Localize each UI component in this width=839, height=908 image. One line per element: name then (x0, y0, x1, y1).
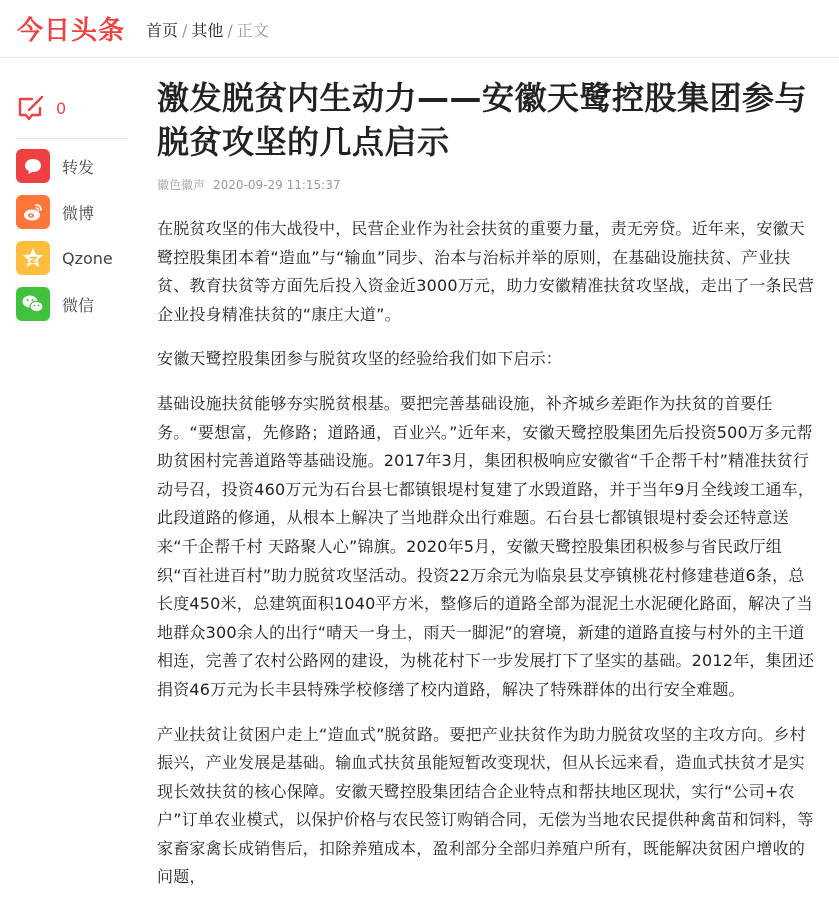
article-paragraph: 产业扶贫让贫困户走上“造血式”脱贫路。要把产业扶贫作为助力脱贫攻坚的主攻方向。乡村振兴，产业发展是基础。输血式扶贫虽能短暂改变现状，但从长远来看，造血式扶贫才是实现长效扶贫的核心保障。安徽天鹭控股集团结合企业特点和帮扶地区现状，实行“公司+农户”订单农业模式，以保护价格与农民签订购销合同，无偿为当地农民提供种禽苗和饲料，等家畜家禽长成销售后，扣除养殖成本，盈利部分全部归养殖户所有，既能解决贫困户增收的问题， (157, 724, 814, 887)
weibo-icon (16, 195, 50, 229)
article-content (157, 215, 819, 892)
wechat-icon (16, 287, 50, 321)
comment-edit-icon (16, 93, 46, 123)
share-qzone[interactable] (16, 241, 128, 275)
breadcrumb-separator: / (227, 21, 233, 40)
share-sidebar (16, 88, 128, 333)
share-weibo[interactable] (16, 195, 128, 229)
article (157, 76, 819, 908)
article-meta (157, 176, 819, 193)
top-bar (0, 0, 839, 58)
article-title: 激发脱贫内生动力——安徽天鹭控股集团参与脱贫攻坚的几点启示 (157, 79, 808, 161)
share-repost[interactable] (16, 149, 128, 183)
share-repost-label: 转发 (62, 157, 95, 177)
article-paragraph: 基础设施扶贫能够夯实脱贫根基。要把完善基础设施，补齐城乡差距作为扶贫的首要任务。“要想富，先修路；道路通，百业兴。”近年来，安徽天鹭控股集团先后投资500万多元帮助贫困村完善道路等基础设施。2017年3月，集团积极响应安徽省“千企帮千村”精准扶贫行动号召，投资460万元为石台县七都镇银堤村复建了水毁道路，并于当年9月全线竣工通车，此段道路的修通，从根本上解决了当地群众出行难题。石台县七都镇银堤村委会还特意送来“千企帮千村 天路聚人心”锦旗。2020年5月，安徽天鹭控股集团积极参与省民政厅组织“百社进百村”助力脱贫攻坚活动。投资22万余元为临泉县艾亭镇桃花村修建巷道6条，总长度450米，总建筑面积1040平方米，整修后的道路全部为混泥土水泥硬化路面，解决了当地群众300余人的出行“晴天一身土，雨天一脚泥”的窘境，新建的道路直接与村外的主干道相连，完善了农村公路网的建设，为桃花村下一步发展打下了坚实的基础。2012年，集团还捐资46万元为长丰县特殊学校修缮了校内道路，解决了特殊群体的出行安全难题。 (157, 393, 815, 699)
comment-count: 0 (56, 98, 67, 118)
share-wechat-label: 微信 (62, 295, 95, 315)
article-source[interactable]: 徽色徽声 (157, 178, 206, 192)
share-list (16, 149, 128, 321)
breadcrumb (146, 18, 269, 41)
breadcrumb-current: 正文 (236, 21, 269, 40)
breadcrumb-separator: / (182, 21, 188, 40)
share-weibo-label: 微博 (62, 203, 95, 223)
site-logo[interactable]: 今日头条 (17, 16, 126, 46)
article-paragraph: 安徽天鹭控股集团参与脱贫攻坚的经验给我们如下启示： (157, 349, 563, 369)
share-wechat[interactable] (16, 287, 128, 321)
breadcrumb-category[interactable]: 其他 (191, 21, 224, 40)
breadcrumb-home[interactable]: 首页 (146, 21, 179, 40)
sidebar-divider (16, 138, 128, 139)
article-time: 2020-09-29 11:15:37 (213, 178, 341, 192)
article-paragraph: 在脱贫攻坚的伟大战役中，民营企业作为社会扶贫的重要力量，责无旁贷。近年来，安徽天鹭控股集团本着“造血”与“输血”同步、治本与治标并举的原则，在基础设施扶贫、产业扶贫、教育扶贫等方面先后投入资金近3000万元，助力安徽精准扶贫攻坚战，走出了一条民营企业投身精准扶贫的“康庄大道”。 (157, 219, 815, 324)
comment-button[interactable] (16, 88, 128, 128)
share-qzone-label: Qzone (62, 248, 113, 268)
qzone-icon (16, 241, 50, 275)
repost-icon (16, 149, 50, 183)
